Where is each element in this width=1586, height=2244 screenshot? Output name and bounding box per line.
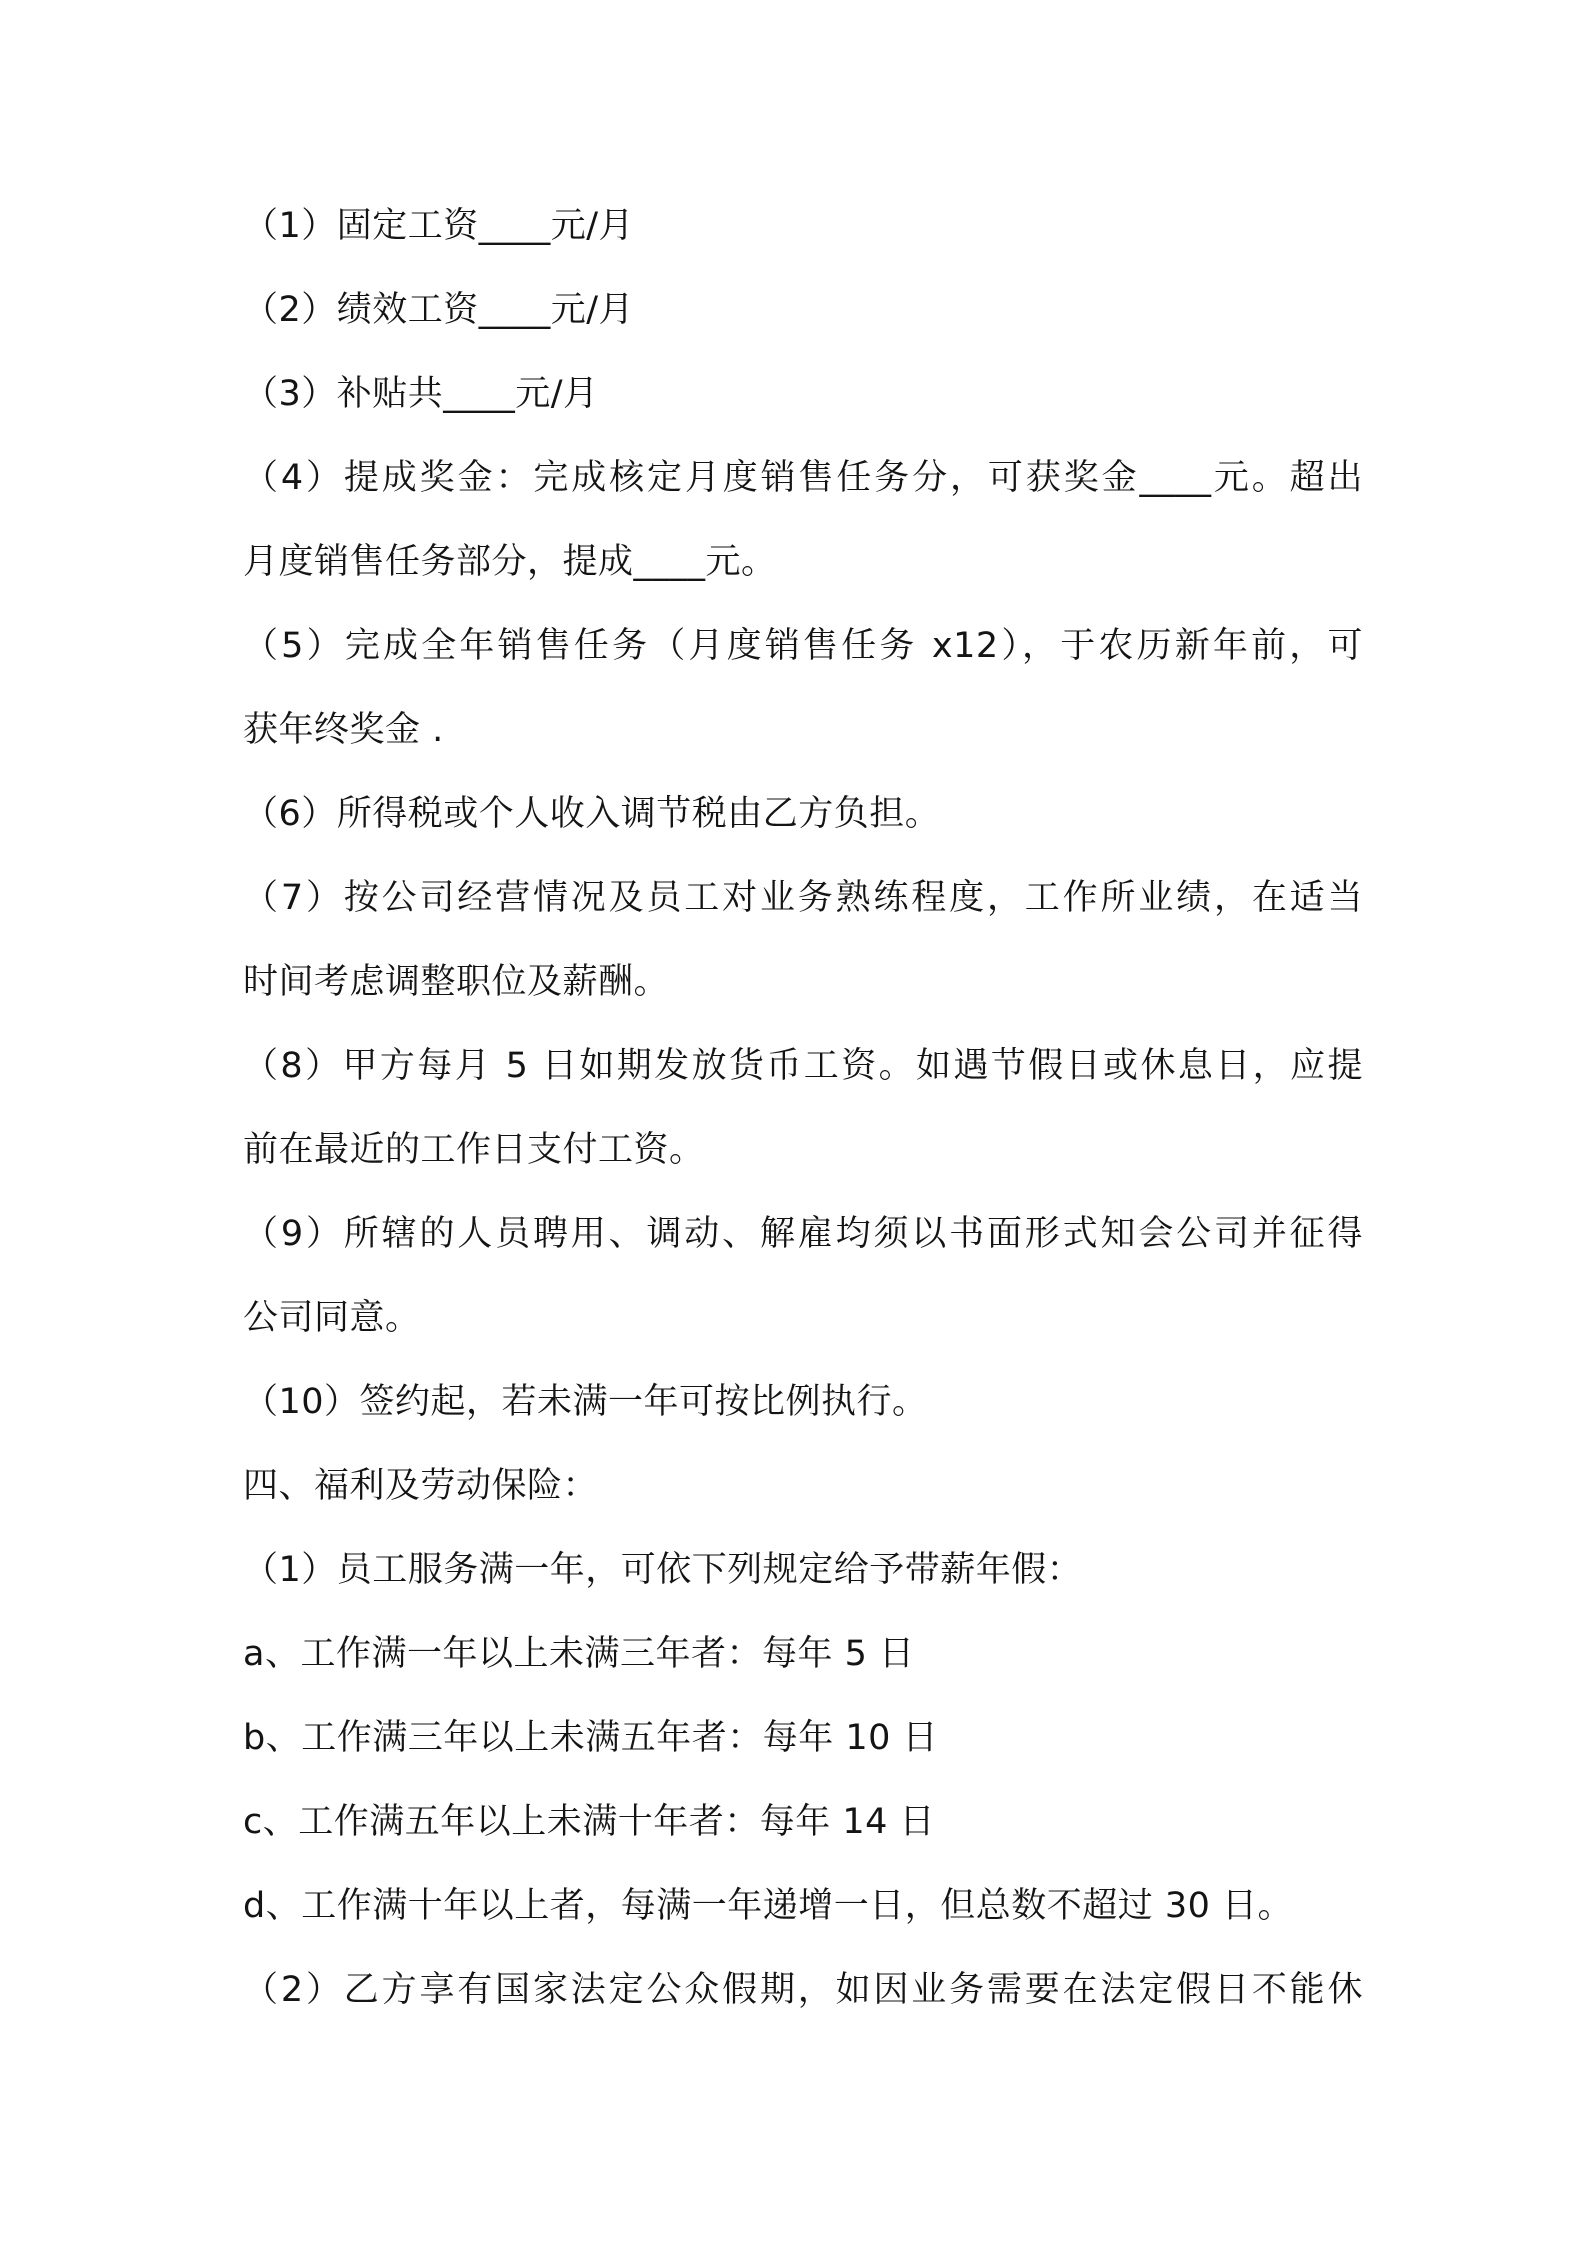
- text-line: （4）提成奖金：完成核定月度销售任务分，可获奖金____元。超出: [243, 458, 1363, 498]
- text-line: （1）固定工资____元/月: [243, 206, 635, 246]
- text-line: （1）员工服务满一年，可依下列规定给予带薪年假：: [243, 1550, 1083, 1590]
- list-item: c、工作满五年以上未满十年者：每年 14 日: [243, 1802, 936, 1842]
- text-line: （3）补贴共____元/月: [243, 374, 599, 414]
- text-line: 前在最近的工作日支付工资。: [243, 1130, 705, 1170]
- section-heading: 四、福利及劳动保险：: [243, 1466, 599, 1506]
- text-line: 获年终奖金 .: [243, 710, 444, 750]
- text-line: （2）乙方享有国家法定公众假期，如因业务需要在法定假日不能休: [243, 1970, 1363, 2010]
- text-line: （10）签约起，若未满一年可按比例执行。: [243, 1382, 928, 1422]
- text-line: （5）完成全年销售任务（月度销售任务 x12），于农历新年前，可: [243, 626, 1363, 666]
- text-line: （8）甲方每月 5 日如期发放货币工资。如遇节假日或休息日，应提: [243, 1046, 1363, 1086]
- document-body: [243, 200, 1363, 2048]
- list-item: d、工作满十年以上者，每满一年递增一日，但总数不超过 30 日。: [243, 1886, 1294, 1926]
- list-item: b、工作满三年以上未满五年者：每年 10 日: [243, 1718, 939, 1758]
- text-line: 时间考虑调整职位及薪酬。: [243, 962, 670, 1002]
- text-line: （7）按公司经营情况及员工对业务熟练程度，工作所业绩，在适当: [243, 878, 1363, 918]
- text-line: 公司同意。: [243, 1298, 421, 1338]
- text-line: 月度销售任务部分，提成____元。: [243, 542, 777, 582]
- text-line: （9）所辖的人员聘用、调动、解雇均须以书面形式知会公司并征得: [243, 1214, 1363, 1254]
- list-item: a、工作满一年以上未满三年者：每年 5 日: [243, 1634, 915, 1674]
- text-line: （6）所得税或个人收入调节税由乙方负担。: [243, 794, 941, 834]
- text-line: （2）绩效工资____元/月: [243, 290, 635, 330]
